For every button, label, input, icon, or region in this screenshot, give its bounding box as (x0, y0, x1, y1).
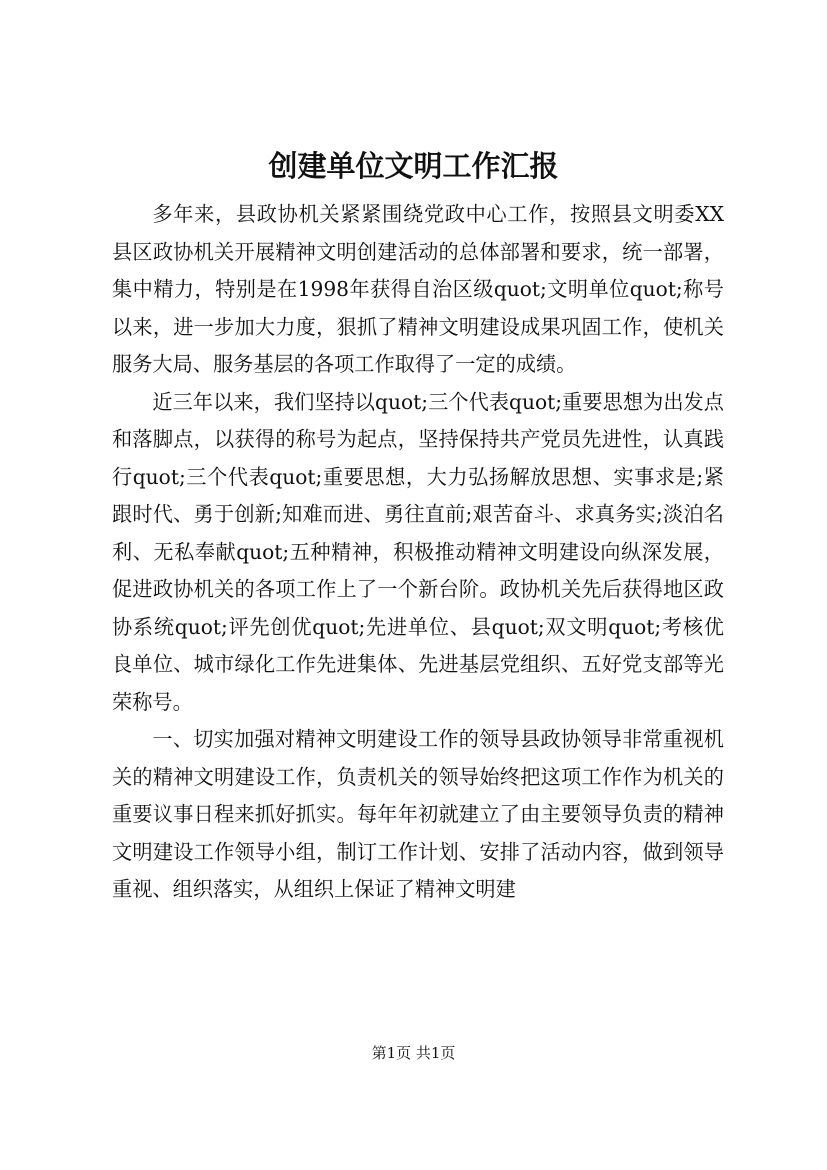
document-title: 创建单位文明工作汇报 (268, 149, 559, 183)
paragraph-3: 一、切实加强对精神文明建设工作的领导县政协领导非常重视机关的精神文明建设工作，负责机关的领导始终把这项工作作为机关的重要议事日程来抓好抓实。每年年初就建立了由主要领导负责的精神文明建设工作领导小组，制订工作计划、安排了活动内容，做到领导重视、组织落实，从组织上保证了精神文明建 (112, 727, 724, 901)
paragraph-2: 近三年以来，我们坚持以quot;三个代表quot;重要思想为出发点和落脚点，以获得的称号为起点，坚持保持共产党员先进性，认真践行quot;三个代表quot;重要思想，大力弘扬解放思想、实事求是;紧跟时代、勇于创新;知难而进、勇往直前;艰苦奋斗、求真务实;淡泊名利、无私奉献quot;五种精神，积极推动精神文明建设向纵深发展，促进政协机关的各项工作上了一个新台阶。政协机关先后获得地区政协系统quot;评先创优quot;先进单位、县quot;双文明quot;考核优良单位、城市绿化工作先进集体、先进基层党组织、五好党支部等光荣称号。 (112, 389, 724, 714)
page-number-footer: 第1页 共1页 (371, 1044, 456, 1062)
paragraph-1: 多年来，县政协机关紧紧围绕党政中心工作，按照县文明委XX县区政协机关开展精神文明创建活动的总体部署和要求，统一部署，集中精力，特别是在1998年获得自治区级quot;文明单位quot;称号以来，进一步加大力度，狠抓了精神文明建设成果巩固工作，使机关服务大局、服务基层的各项工作取得了一定的成绩。 (112, 202, 724, 376)
document-body (112, 196, 724, 909)
